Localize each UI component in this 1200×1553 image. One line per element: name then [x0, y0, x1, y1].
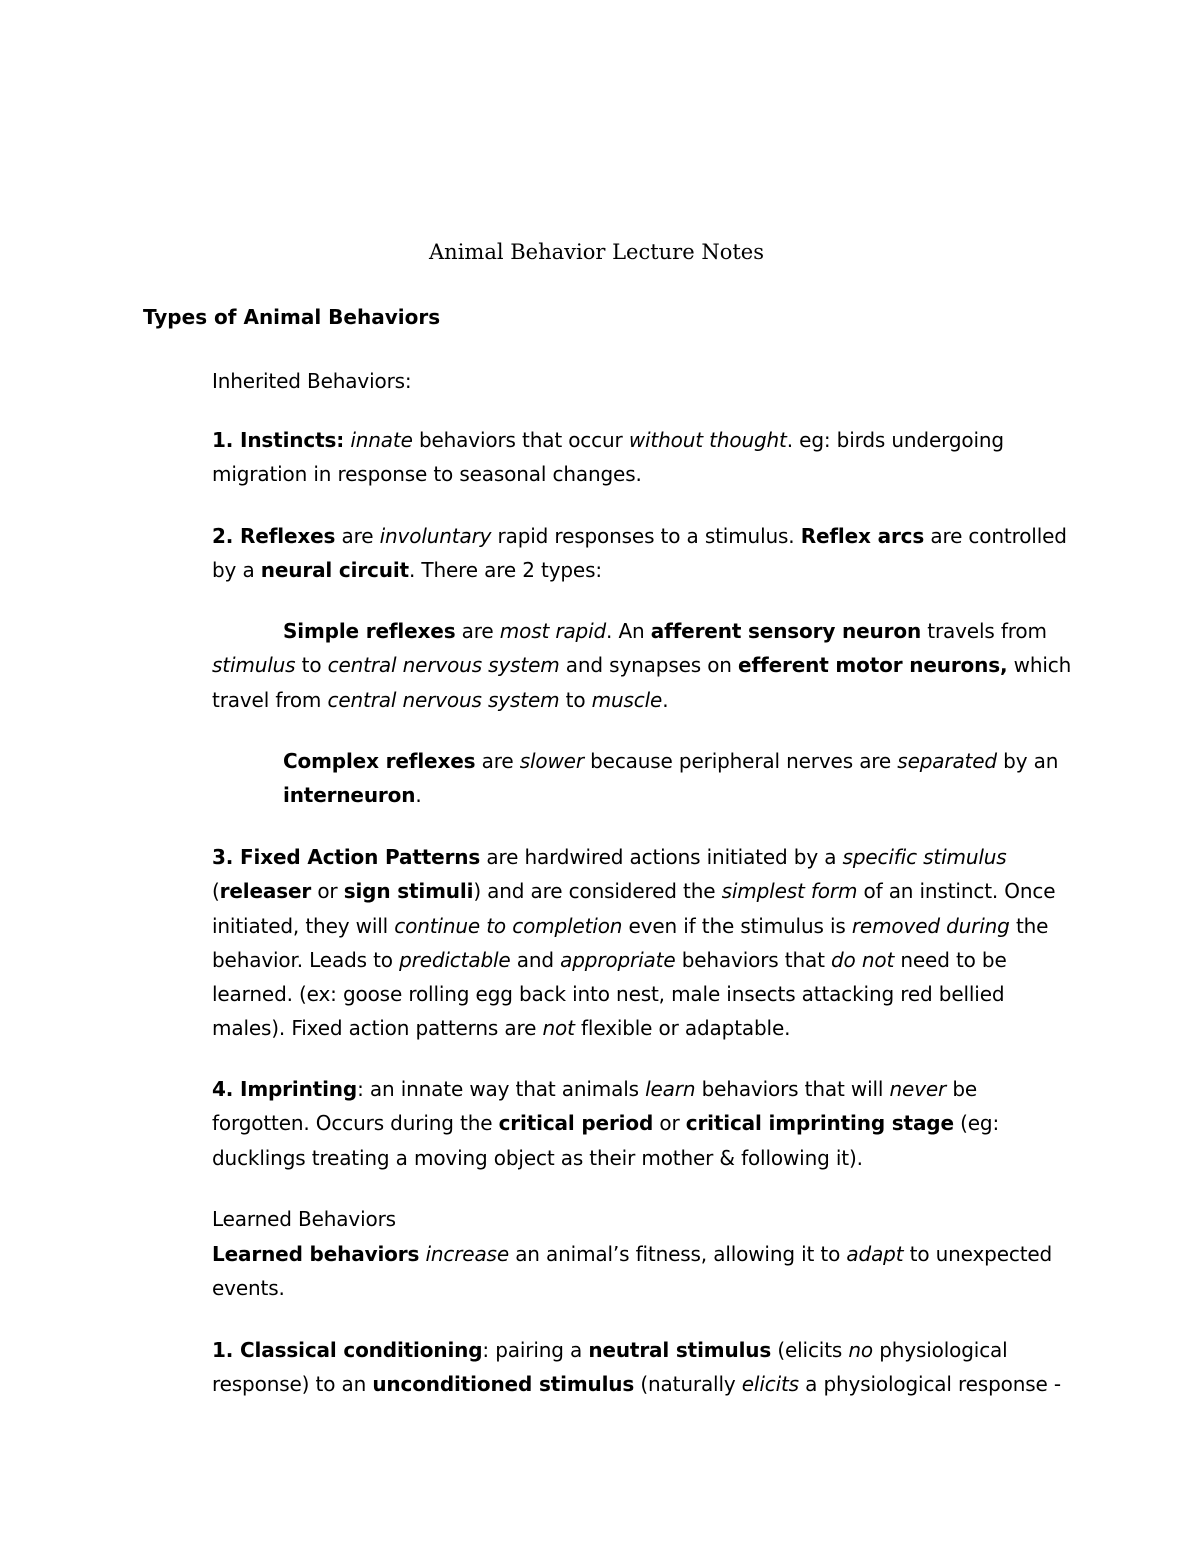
fixed-action-patterns-label: 3. Fixed Action Patterns [212, 845, 481, 869]
simple-reflexes-label: Simple reflexes [283, 619, 456, 643]
emphasis: adapt [846, 1242, 904, 1266]
emphasis: predictable [399, 947, 511, 972]
learned-behaviors-subheading: Learned Behaviors [212, 1207, 396, 1231]
emphasis: simplest form [721, 879, 858, 904]
instincts-paragraph [212, 423, 1072, 492]
learned-behaviors-intro [212, 1237, 1072, 1306]
text-span: because peripheral nerves are [583, 749, 898, 773]
text-span: to [559, 687, 592, 712]
emphasis: stimulus [212, 653, 296, 678]
text-span: (eg: ducklings treating a moving object as their mother & following it). [212, 1111, 1000, 1170]
text-span: . There are 2 types: [408, 558, 602, 583]
emphasis: involuntary [379, 524, 492, 548]
text-span: . [415, 783, 422, 808]
bold-term: afferent sensory neuron [650, 619, 922, 643]
text-span: rapid responses to a stimulus. [491, 524, 801, 548]
text-span: are controlled by a [212, 524, 1067, 583]
bold-term: Reflex arcs [800, 524, 925, 548]
text-span: by an [996, 749, 1059, 773]
emphasis: separated [897, 749, 997, 773]
emphasis: elicits [741, 1372, 799, 1397]
text-span: are [455, 619, 500, 643]
reflexes-paragraph [212, 519, 1072, 588]
bold-term: sign stimuli [343, 879, 474, 904]
text-span: behaviors that occur [412, 428, 629, 452]
emphasis: never [889, 1077, 947, 1101]
emphasis: learn [645, 1077, 696, 1101]
text-span: ( [212, 879, 220, 904]
text-span: or [311, 879, 344, 904]
inherited-behaviors-subheading: Inherited Behaviors: [212, 369, 412, 393]
emphasis: central nervous system [327, 653, 560, 678]
text-span: are hardwired actions initiated by a [480, 845, 843, 869]
text-span: the behavior. Leads to [212, 913, 1049, 972]
emphasis: central nervous system [327, 687, 560, 712]
bold-term: unconditioned stimulus [372, 1372, 635, 1397]
emphasis: continue to completion [394, 913, 623, 938]
emphasis: appropriate [560, 947, 676, 972]
emphasis: specific stimulus [842, 845, 1007, 869]
bold-term: critical period [498, 1111, 654, 1136]
text-span: of an instinct. Once initiated, they will [212, 879, 1056, 938]
text-span: need to be learned. (ex: goose rolling egg back into nest, male insects attacking red bellied males). Fixed action patterns are [212, 947, 1007, 1041]
text-span: flexible or adaptable. [574, 1016, 791, 1041]
bold-term: interneuron [283, 783, 416, 808]
bold-term: neutral stimulus [588, 1338, 772, 1362]
emphasis: increase [425, 1242, 509, 1266]
text-span: even if the stimulus is [622, 913, 852, 938]
text-span: physiological response) to an [212, 1338, 1008, 1397]
emphasis: muscle [591, 687, 663, 712]
emphasis: removed during [851, 913, 1010, 938]
complex-reflexes-label: Complex reflexes [283, 749, 476, 773]
emphasis: slower [519, 749, 584, 773]
fixed-action-patterns-paragraph [212, 840, 1072, 1046]
complex-reflexes-paragraph [283, 744, 1073, 813]
text-span: to [295, 653, 328, 678]
text-span: be forgotten. Occurs during the [212, 1077, 978, 1136]
text-span: behaviors that [675, 947, 831, 972]
text-span: travels from [921, 619, 1047, 643]
emphasis: no [848, 1338, 874, 1362]
text-span: and synapses on [559, 653, 739, 678]
text-span: ) and are considered the [473, 879, 722, 904]
text-span: which travel from [212, 653, 1072, 712]
learned-behaviors-label: Learned behaviors [212, 1242, 420, 1266]
emphasis: without thought [628, 428, 787, 452]
text-span: are [475, 749, 520, 773]
text-span: (naturally [634, 1372, 742, 1397]
text-span: . An [606, 619, 651, 643]
emphasis: innate [350, 428, 413, 452]
text-span: behaviors that will [695, 1077, 890, 1101]
instincts-label: 1. Instincts: [212, 428, 345, 452]
classical-conditioning-label: 1. Classical conditioning [212, 1338, 483, 1362]
reflexes-label: 2. Reflexes [212, 524, 336, 548]
emphasis: do not [831, 947, 895, 972]
document-title: Animal Behavior Lecture Notes [429, 240, 764, 264]
text-span: a physiological response - [798, 1372, 1061, 1397]
text-span: : pairing a [482, 1338, 589, 1362]
text-span: (elicits [771, 1338, 849, 1362]
text-span: an animal’s fitness, allowing it to [508, 1242, 847, 1266]
text-span: to unexpected events. [212, 1242, 1053, 1301]
text-span: : an innate way that animals [357, 1077, 646, 1101]
bold-term: efferent motor neurons, [738, 653, 1008, 678]
emphasis: not [542, 1016, 575, 1041]
text-span: . eg: birds undergoing migration in response to seasonal changes. [212, 428, 1004, 487]
text-span: or [653, 1111, 686, 1136]
bold-term: neural circuit [260, 558, 409, 583]
emphasis: most rapid [499, 619, 607, 643]
classical-conditioning-paragraph [212, 1333, 1072, 1402]
bold-term: critical imprinting stage [685, 1111, 954, 1136]
text-span: . [662, 687, 669, 712]
text-span: and [510, 947, 561, 972]
bold-term: releaser [219, 879, 312, 904]
text-span: are [335, 524, 380, 548]
imprinting-paragraph [212, 1072, 1072, 1175]
simple-reflexes-paragraph [212, 614, 1072, 717]
imprinting-label: 4. Imprinting [212, 1077, 358, 1101]
section-heading: Types of Animal Behaviors [143, 305, 441, 329]
